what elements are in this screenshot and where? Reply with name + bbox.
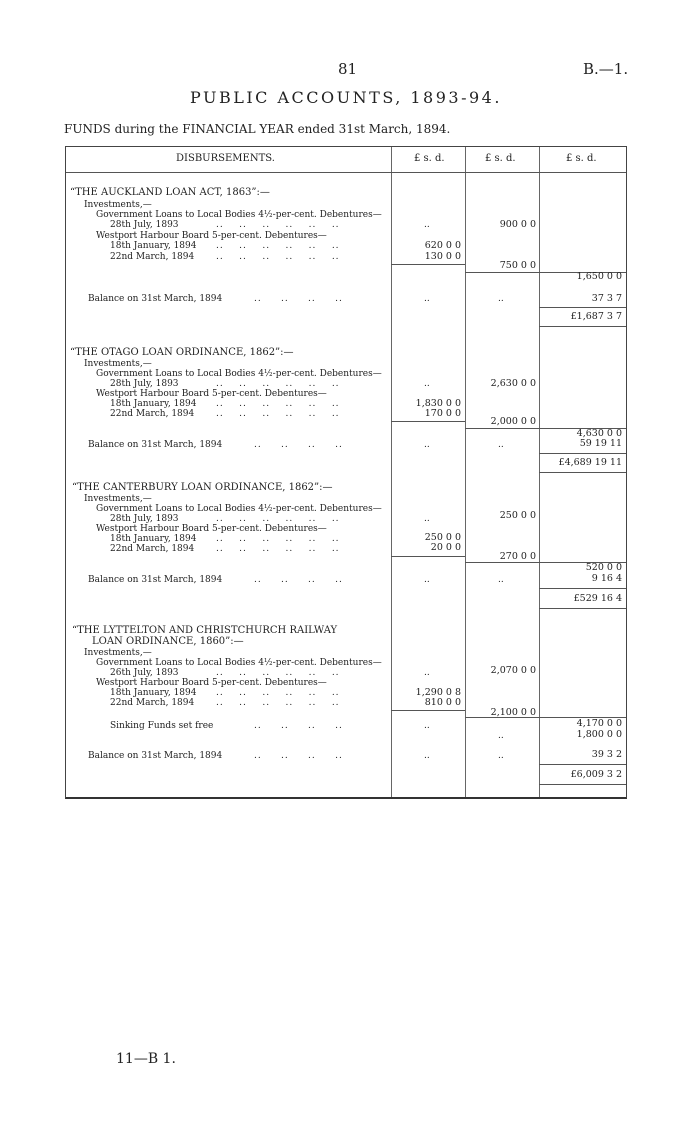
entry-date: 18th January, 1894: [110, 688, 197, 698]
entry-date: 28th July, 1893: [110, 379, 179, 389]
amount: 750 0 0: [499, 260, 536, 271]
westport-label: Westport Harbour Board 5-per-cent. Debentures—: [96, 389, 327, 399]
sum-rule: [539, 764, 626, 765]
empty-marker: ..: [424, 668, 430, 678]
section-title: “THE OTAGO LOAN ORDINANCE, 1862”:—: [70, 347, 294, 358]
investments-label: Investments,—: [84, 200, 152, 210]
sum-rule: [539, 453, 626, 454]
sum-rule: [391, 264, 465, 265]
empty-marker: ..: [424, 294, 430, 304]
balance-label: Balance on 31st March, 1894: [88, 575, 223, 585]
balance-amount: 9 16 4: [591, 573, 622, 584]
sum-rule: [539, 307, 626, 308]
section-total: £6,009 3 2: [570, 769, 622, 780]
amount: 2,070 0 0: [490, 665, 536, 676]
entry-date: 22nd March, 1894: [110, 698, 195, 708]
empty-marker: ..: [498, 575, 504, 585]
leader-dots: .. .. .. .. .. ..: [216, 688, 340, 698]
empty-marker: ..: [424, 575, 430, 585]
sum-rule: [391, 421, 465, 422]
westport-label: Westport Harbour Board 5-per-cent. Debentures—: [96, 231, 327, 241]
signature-mark: 11—B 1.: [116, 1051, 176, 1067]
empty-marker: ..: [424, 379, 430, 389]
leader-dots: .. .. .. ..: [254, 575, 343, 585]
section-total: £1,687 3 7: [570, 311, 622, 322]
amount: 1,830 0 0: [415, 398, 461, 409]
leader-dots: .. .. .. .. .. ..: [216, 544, 340, 554]
leader-dots: .. .. .. .. .. ..: [216, 668, 340, 678]
empty-marker: ..: [424, 514, 430, 524]
sinking-amount: 1,800 0 0: [576, 729, 622, 740]
leader-dots: .. .. .. .. .. ..: [216, 220, 340, 230]
page-number: 81: [338, 60, 358, 78]
header-rule: [66, 172, 626, 173]
section-title: LOAN ORDINANCE, 1860”:—: [92, 636, 244, 647]
balance-amount: 37 3 7: [591, 293, 622, 304]
balance-label: Balance on 31st March, 1894: [88, 294, 223, 304]
money-column-header: £ s. d.: [485, 153, 516, 164]
amount: 1,290 0 8: [415, 687, 461, 698]
disbursements-table: [65, 146, 627, 799]
sum-rule: [539, 588, 626, 589]
page-subtitle: FUNDS during the FINANCIAL YEAR ended 31st March, 1894.: [64, 122, 451, 136]
amount: 270 0 0: [499, 551, 536, 562]
leader-dots: .. .. .. ..: [254, 721, 343, 731]
empty-marker: ..: [498, 731, 504, 741]
empty-marker: ..: [424, 220, 430, 230]
government-loans-label: Government Loans to Local Bodies 4½-per-cent. Debentures—: [96, 210, 382, 220]
government-loans-label: Government Loans to Local Bodies 4½-per-cent. Debentures—: [96, 369, 382, 379]
subtotal: 4,630 0 0: [576, 428, 622, 439]
entry-date: 22nd March, 1894: [110, 252, 195, 262]
subtotal: 4,170 0 0: [576, 718, 622, 729]
sum-rule: [391, 710, 465, 711]
sum-rule: [391, 556, 465, 557]
leader-dots: .. .. .. ..: [254, 751, 343, 761]
amount: 250 0 0: [424, 532, 461, 543]
entry-date: 22nd March, 1894: [110, 409, 195, 419]
total-rule: [539, 472, 626, 473]
leader-dots: .. .. .. .. .. ..: [216, 409, 340, 419]
amount: 2,100 0 0: [490, 707, 536, 718]
westport-label: Westport Harbour Board 5-per-cent. Debentures—: [96, 678, 327, 688]
balance-label: Balance on 31st March, 1894: [88, 751, 223, 761]
leader-dots: .. .. .. .. .. ..: [216, 379, 340, 389]
total-rule: [539, 784, 626, 785]
entry-date: 26th July, 1893: [110, 668, 179, 678]
leader-dots: .. .. .. ..: [254, 294, 343, 304]
disbursements-header: DISBURSEMENTS.: [176, 153, 275, 164]
subtotal: 1,650 0 0: [576, 271, 622, 282]
subtotal: 520 0 0: [585, 562, 622, 573]
column-divider: [391, 147, 392, 797]
sinking-funds-label: Sinking Funds set free: [110, 721, 214, 731]
leader-dots: .. .. .. .. .. ..: [216, 252, 340, 262]
amount: 620 0 0: [424, 240, 461, 251]
investments-label: Investments,—: [84, 494, 152, 504]
amount: 170 0 0: [424, 408, 461, 419]
page-title: PUBLIC ACCOUNTS, 1893-94.: [190, 88, 502, 107]
entry-date: 28th July, 1893: [110, 514, 179, 524]
total-rule: [539, 326, 626, 327]
amount: 900 0 0: [499, 219, 536, 230]
leader-dots: .. .. .. .. .. ..: [216, 514, 340, 524]
entry-date: 22nd March, 1894: [110, 544, 195, 554]
empty-marker: ..: [424, 721, 430, 731]
westport-label: Westport Harbour Board 5-per-cent. Debentures—: [96, 524, 327, 534]
investments-label: Investments,—: [84, 359, 152, 369]
money-column-header: £ s. d.: [414, 153, 445, 164]
empty-marker: ..: [424, 751, 430, 761]
leader-dots: .. .. .. ..: [254, 440, 343, 450]
amount: 2,000 0 0: [490, 416, 536, 427]
column-divider: [465, 147, 466, 797]
amount: 810 0 0: [424, 697, 461, 708]
section-title: “THE LYTTELTON AND CHRISTCHURCH RAILWAY: [72, 625, 338, 636]
amount: 20 0 0: [430, 542, 461, 553]
empty-marker: ..: [498, 440, 504, 450]
empty-marker: ..: [498, 751, 504, 761]
empty-marker: ..: [498, 294, 504, 304]
leader-dots: .. .. .. .. .. ..: [216, 534, 340, 544]
section-title: “THE CANTERBURY LOAN ORDINANCE, 1862”:—: [72, 482, 333, 493]
empty-marker: ..: [424, 440, 430, 450]
leader-dots: .. .. .. .. .. ..: [216, 241, 340, 251]
amount: 250 0 0: [499, 510, 536, 521]
total-rule: [539, 608, 626, 609]
document-reference: B.—1.: [583, 60, 629, 78]
entry-date: 18th January, 1894: [110, 399, 197, 409]
leader-dots: .. .. .. .. .. ..: [216, 399, 340, 409]
money-column-header: £ s. d.: [566, 153, 597, 164]
investments-label: Investments,—: [84, 648, 152, 658]
leader-dots: .. .. .. .. .. ..: [216, 698, 340, 708]
entry-date: 18th January, 1894: [110, 241, 197, 251]
balance-amount: 39 3 2: [591, 749, 622, 760]
balance-label: Balance on 31st March, 1894: [88, 440, 223, 450]
balance-amount: 59 19 11: [579, 438, 622, 449]
section-title: “THE AUCKLAND LOAN ACT, 1863”:—: [70, 187, 270, 198]
entry-date: 18th January, 1894: [110, 534, 197, 544]
amount: 130 0 0: [424, 251, 461, 262]
government-loans-label: Government Loans to Local Bodies 4½-per-cent. Debentures—: [96, 658, 382, 668]
entry-date: 28th July, 1893: [110, 220, 179, 230]
section-total: £529 16 4: [573, 593, 622, 604]
government-loans-label: Government Loans to Local Bodies 4½-per-cent. Debentures—: [96, 504, 382, 514]
amount: 2,630 0 0: [490, 378, 536, 389]
section-total: £4,689 19 11: [558, 457, 622, 468]
